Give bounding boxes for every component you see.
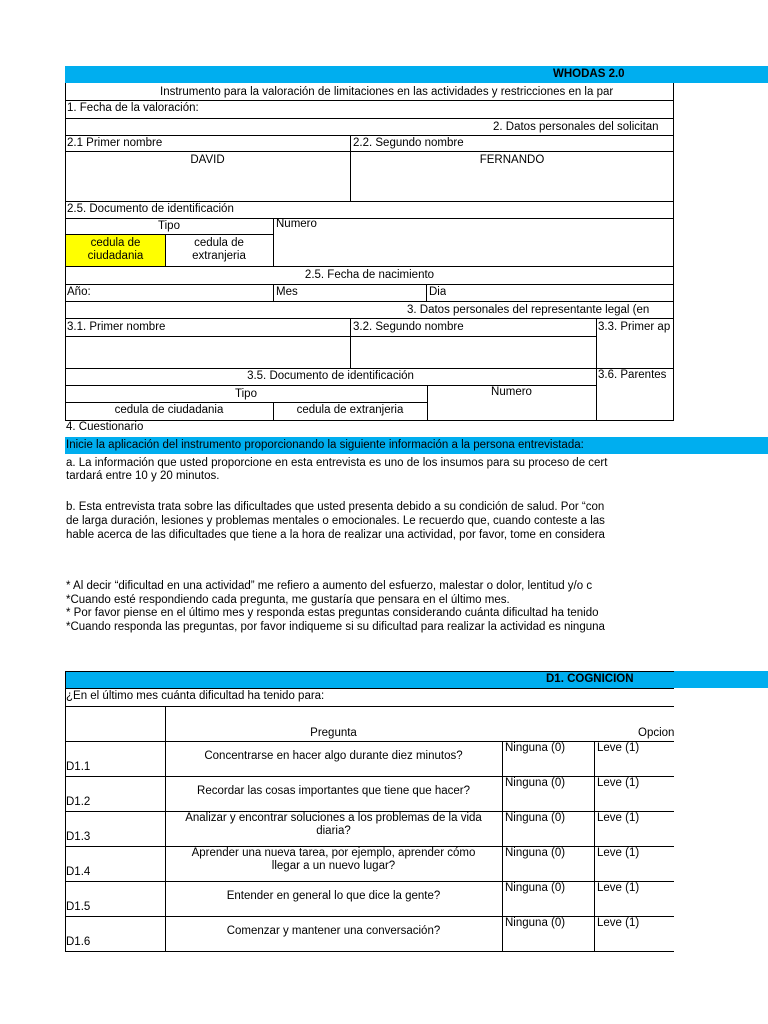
d1-row-question-line1: Aprender una nueva tarea, por ejemplo, aprender cómo: [191, 847, 476, 859]
d1-row-option-none[interactable]: Ninguna (0): [505, 742, 566, 754]
rep-doc-id-label: 3.5. Documento de identificación: [247, 370, 414, 382]
birth-day-label[interactable]: Dia: [429, 286, 447, 298]
d1-intro: ¿En el último mes cuánta dificultad ha tenido para:: [66, 690, 325, 702]
title-banner: [65, 66, 768, 83]
rep-second-name-label: 3.2. Segundo nombre: [353, 321, 464, 333]
birth-date-label: 2.5. Fecha de nacimiento: [304, 269, 435, 281]
d1-row-code: D1.2: [66, 796, 91, 808]
second-name-value[interactable]: FERNANDO: [479, 154, 545, 166]
d1-row-option-none[interactable]: Ninguna (0): [505, 882, 566, 894]
doc-type-label: Tipo: [158, 220, 180, 232]
d1-row-border: [65, 881, 674, 882]
d1-row-option-mild[interactable]: Leve (1): [597, 812, 640, 824]
d1-row-divider: [502, 846, 503, 881]
section2-heading: 2. Datos personales del solicitan: [493, 121, 659, 133]
doc-type-opt2-line1[interactable]: cedula de: [194, 237, 244, 249]
paragraph-a-line2: tardará entre 10 y 20 minutos.: [66, 470, 220, 482]
note-3: * Por favor piense en el último mes y responda estas preguntas considerando cuánta dificultad ha tenido: [66, 607, 599, 619]
form-title: WHODAS 2.0: [553, 68, 625, 80]
rep-doc-number-label: Numero: [491, 386, 532, 398]
rep-doc-type-opt1[interactable]: cedula de ciudadania: [114, 404, 224, 416]
paragraph-b-line1: b. Esta entrevista trata sobre las dificultades que usted presenta debido a su condición de salud. Por “con: [66, 501, 605, 513]
d1-row-question: Concentrarse en hacer algo durante diez minutos?: [204, 750, 463, 762]
d1-row-divider: [502, 741, 503, 776]
instructions-banner-text: Inicie la aplicación del instrumento proporcionando la siguiente información a la persona entrevistada:: [66, 439, 584, 451]
rep-first-name-label: 3.1. Primer nombre: [67, 321, 166, 333]
d1-row-option-none[interactable]: Ninguna (0): [505, 777, 566, 789]
d1-row-question-line2: diaria?: [316, 825, 351, 837]
rep-doc-type-label: Tipo: [235, 388, 257, 400]
d1-row-divider: [594, 776, 595, 811]
rep-surname-label: 3.3. Primer ap: [598, 321, 671, 333]
d1-row-divider: [594, 846, 595, 881]
d1-row-divider: [502, 881, 503, 916]
note-1: * Al decir “dificultad en una actividad” me refiero a aumento del esfuerzo, malestar o dolor, lentitud y/o c: [66, 580, 593, 592]
section3-heading: 3. Datos personales del representante legal (en: [407, 304, 650, 316]
d1-row-option-mild[interactable]: Leve (1): [597, 917, 640, 929]
d1-row-option-mild[interactable]: Leve (1): [597, 742, 640, 754]
d1-row-code: D1.4: [66, 866, 91, 878]
d1-row-question-line1: Analizar y encontrar soluciones a los problemas de la vida: [185, 812, 482, 824]
first-name-value[interactable]: DAVID: [190, 154, 225, 166]
d1-row-option-mild[interactable]: Leve (1): [597, 777, 640, 789]
d1-row-code: D1.1: [66, 761, 91, 773]
d1-row-option-none[interactable]: Ninguna (0): [505, 917, 566, 929]
note-4: *Cuando responda las preguntas, por favor indiqueme si su dificultad para realizar la actividad es ninguna: [66, 621, 605, 633]
d1-row-question: Entender en general lo que dice la gente?: [226, 890, 441, 902]
d1-row-border: [65, 916, 674, 917]
first-name-label: 2.1 Primer nombre: [67, 137, 163, 149]
d1-row-question: Recordar las cosas importantes que tiene que hacer?: [197, 785, 470, 797]
birth-year-label[interactable]: Año:: [67, 286, 91, 298]
d1-title: D1. COGNICIÓN: [546, 673, 634, 685]
doc-type-opt1-line1: cedula de: [90, 237, 141, 249]
d1-row-divider: [502, 776, 503, 811]
d1-row-question-line2: llegar a un nuevo lugar?: [271, 860, 396, 872]
paragraph-a-line1: a. La información que usted proporcione en esta entrevista es uno de los insumos para su proceso de cert: [66, 457, 608, 469]
d1-row-code: D1.6: [66, 936, 91, 948]
d1-row-border: [65, 776, 674, 777]
note-2: *Cuando esté respondiendo cada pregunta, me gustaría que pensara en el último mes.: [66, 594, 510, 606]
d1-row-code: D1.5: [66, 901, 91, 913]
form-subtitle: Instrumento para la valoración de limitaciones en las actividades y restricciones en la par: [160, 86, 614, 98]
doc-id-label: 2.5. Documento de identificación: [67, 203, 234, 215]
d1-row-question: Comenzar y mantener una conversación?: [226, 925, 441, 937]
rep-second-name-field[interactable]: [351, 337, 596, 367]
d1-col-options: Opcion: [638, 727, 674, 739]
d1-row-divider: [594, 916, 595, 951]
d1-row-divider: [594, 741, 595, 776]
d1-row-option-mild[interactable]: Leve (1): [597, 847, 640, 859]
d1-row-option-mild[interactable]: Leve (1): [597, 882, 640, 894]
doc-number-label: Numero: [276, 218, 317, 230]
paragraph-b-line2: de larga duración, lesiones y problemas mentales o emocionales. Le recuerdo que, cuando conteste a las: [66, 515, 605, 527]
valuation-date-label: 1. Fecha de la valoración:: [67, 102, 199, 114]
d1-row-code: D1.3: [66, 831, 91, 843]
d1-row-option-none[interactable]: Ninguna (0): [505, 812, 566, 824]
d1-row-border: [65, 951, 674, 952]
d1-row-divider: [502, 811, 503, 846]
paragraph-b-line3: hable acerca de las dificultades que tiene a la hora de realizar una actividad, por favor, tome en considera: [66, 529, 605, 541]
d1-row-divider: [502, 916, 503, 951]
questionnaire-label: 4. Cuestionario: [66, 421, 144, 433]
second-name-label: 2.2. Segundo nombre: [353, 137, 464, 149]
rep-kinship-label: 3.6. Parentes: [598, 369, 667, 381]
doc-type-opt2-line2[interactable]: extranjeria: [192, 250, 246, 262]
rep-first-name-field[interactable]: [66, 337, 350, 367]
birth-month-label[interactable]: Mes: [276, 286, 298, 298]
d1-row-option-none[interactable]: Ninguna (0): [505, 847, 566, 859]
rep-doc-type-opt2[interactable]: cedula de extranjeria: [296, 404, 404, 416]
doc-type-opt1-line2: ciudadania: [87, 250, 144, 262]
d1-col-question: Pregunta: [310, 727, 357, 739]
d1-row-divider: [594, 881, 595, 916]
d1-row-divider: [594, 811, 595, 846]
